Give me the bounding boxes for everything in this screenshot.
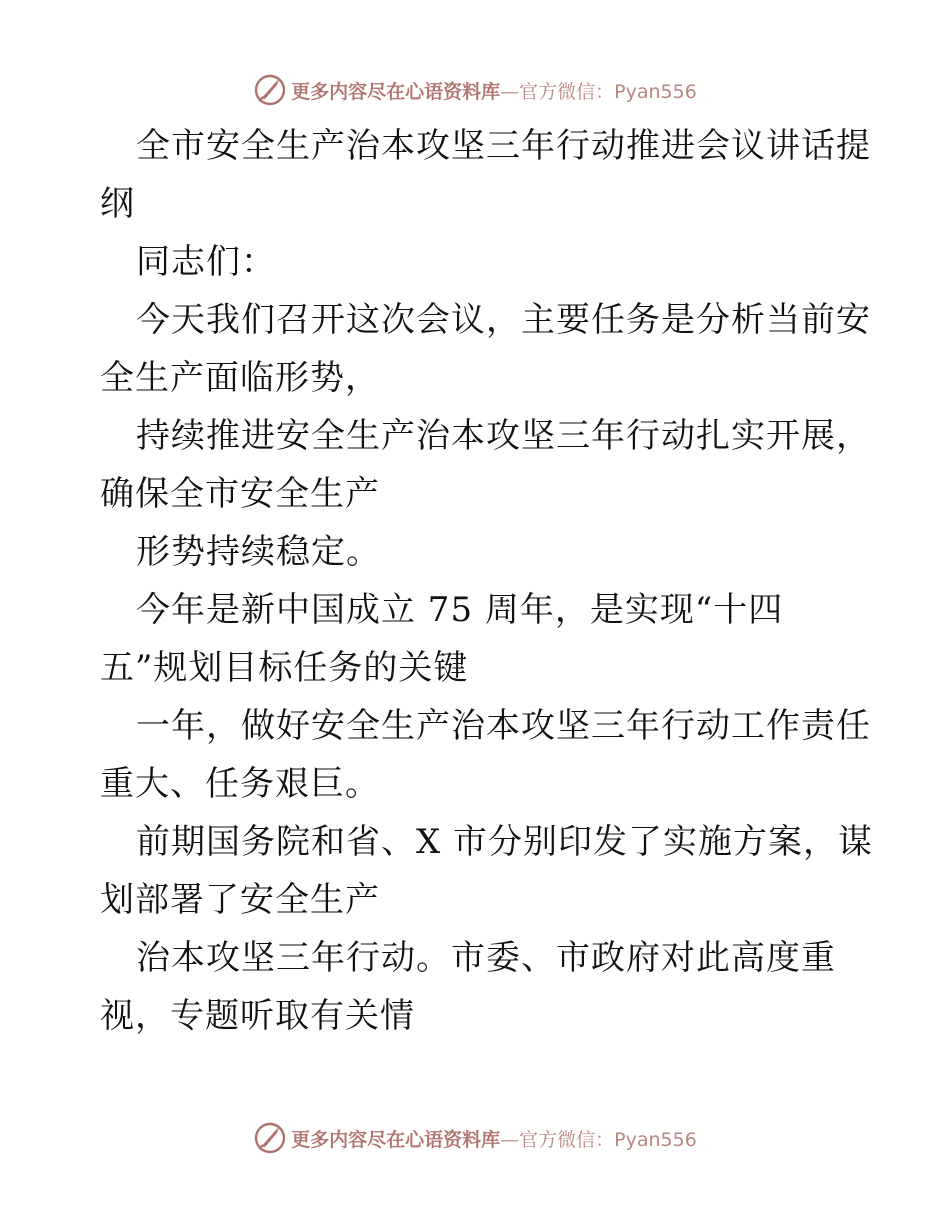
doc-line: 纲 — [100, 184, 135, 224]
watermark-text: 更多内容尽在心语资料库—官方微信：Pyan556 — [291, 1128, 697, 1151]
doc-line: 全生产面临形势， — [100, 358, 380, 398]
doc-line: 视，专题听取有关情 — [100, 996, 415, 1036]
footer-watermark — [0, 1118, 950, 1158]
doc-line: 一年，做好安全生产治本攻坚三年行动工作责任 — [136, 706, 871, 746]
doc-line: 全市安全生产治本攻坚三年行动推进会议讲话提 — [136, 126, 871, 166]
doc-line: 治本攻坚三年行动。市委、市政府对此高度重 — [136, 938, 836, 978]
doc-line: 前期国务院和省、X 市分别印发了实施方案，谋 — [136, 822, 874, 862]
doc-line: 今天我们召开这次会议，主要任务是分析当前安 — [136, 300, 871, 340]
doc-line: 持续推进安全生产治本攻坚三年行动扎实开展， — [136, 416, 871, 456]
doc-line: 划部署了安全生产 — [100, 880, 380, 920]
doc-line: 同志们： — [136, 242, 276, 282]
quill-pen-circle-icon — [253, 1121, 287, 1155]
header-watermark — [0, 70, 950, 110]
watermark-text: 更多内容尽在心语资料库—官方微信：Pyan556 — [291, 80, 697, 103]
doc-line: 确保全市安全生产 — [100, 474, 380, 514]
doc-line: 重大、任务艰巨。 — [100, 764, 380, 804]
doc-line: 形势持续稳定。 — [136, 532, 381, 572]
quill-pen-circle-icon — [253, 73, 287, 107]
doc-line: 五”规划目标任务的关键 — [100, 648, 469, 688]
document-body — [100, 117, 874, 1045]
doc-line: 今年是新中国成立 75 周年，是实现“十四 — [136, 590, 784, 630]
